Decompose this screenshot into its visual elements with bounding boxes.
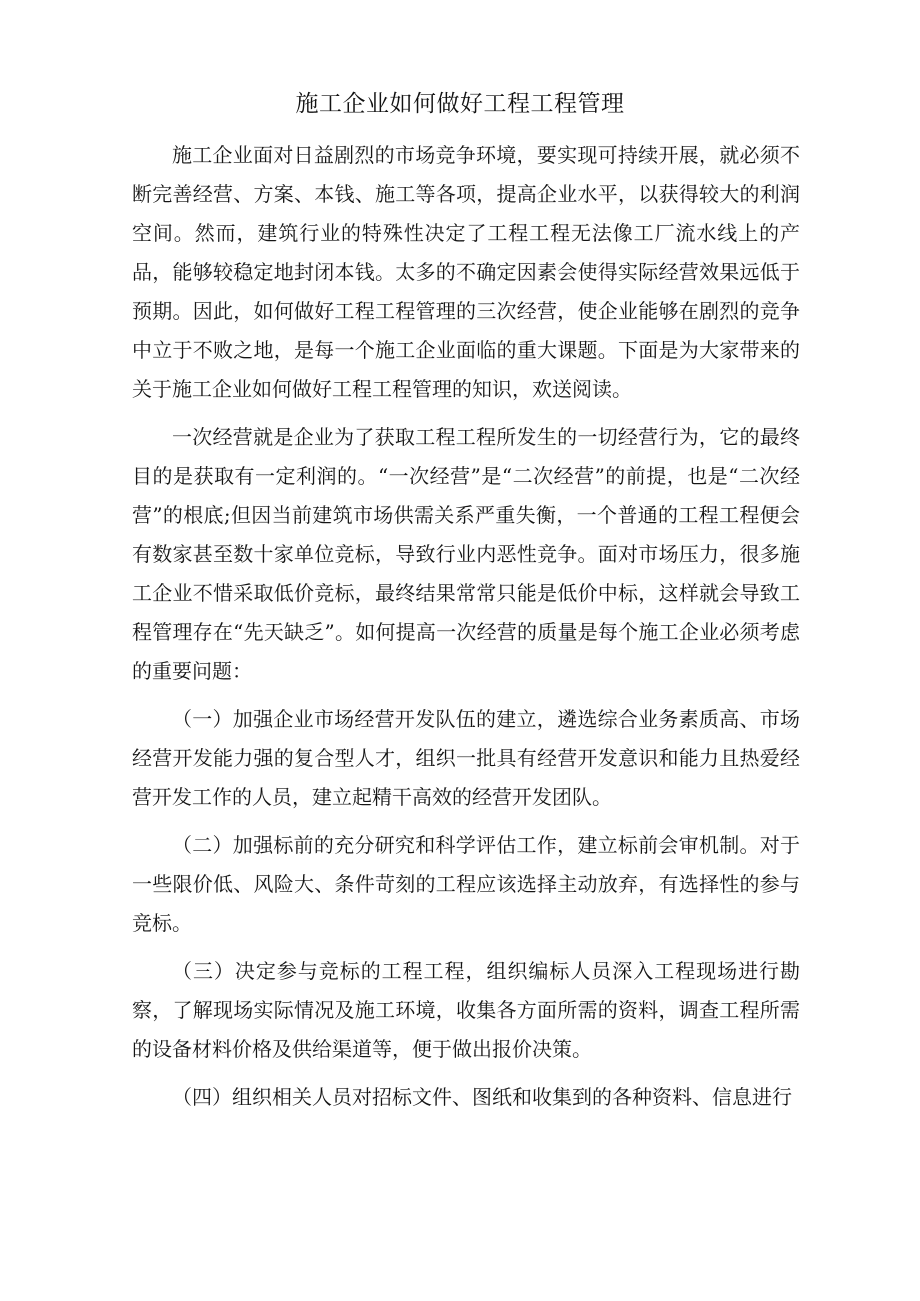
paragraph-intro: 施工企业面对日益剧烈的市场竞争环境，要实现可持续开展，就必须不断完善经营、方案、本钱、施工等各项，提高企业水平，以获得较大的利润空间。然而，建筑行业的特殊性决定了工程工程无法像工厂流水线上的产品，能够较稳定地封闭本钱。太多的不确定因素会使得实际经营效果远低于预期。因此，如何做好工程工程管理的三次经营，使企业能够在剧烈的竞争中立于不败之地，是每一个施工企业面临的重大课题。下面是为大家带来的关于施工企业如何做好工程工程管理的知识，欢送阅读。	[132, 143, 800, 401]
paragraph-first-operation: 一次经营就是企业为了获取工程工程所发生的一切经营行为，它的最终目的是获取有一定利润的。“一次经营”是“二次经营”的前提，也是“二次经营”的根底;但因当前建筑市场供需关系严重失衡，一个普通的工程工程便会有数家甚至数十家单位竞标，导致行业内恶性竞争。面对市场压力，很多施工企业不惜采取低价竞标，最终结果常常只能是低价中标，这样就会导致工程管理存在“先天缺乏”。如何提高一次经营的质量是每个施工企业必须考虑的重要问题：	[132, 425, 800, 683]
paragraph-item-2: （二）加强标前的充分研究和科学评估工作，建立标前会审机制。对于一些限价低、风险大、条件苛刻的工程应该选择主动放弃，有选择性的参与竞标。	[132, 833, 800, 935]
paragraph-item-1: （一）加强企业市场经营开发队伍的建立，遴选综合业务素质高、市场经营开发能力强的复合型人才，组织一批具有经营开发意识和能力且热爱经营开发工作的人员，建立起精干高效的经营开发团队。	[132, 707, 800, 809]
document-title: 施工企业如何做好工程工程管理	[295, 91, 625, 117]
paragraph-item-4: （四）组织相关人员对招标文件、图纸和收集到的各种资料、信息进行	[172, 1085, 792, 1109]
document-body	[132, 136, 800, 1117]
paragraph-item-3: （三）决定参与竞标的工程工程，组织编标人员深入工程现场进行勘察，了解现场实际情况及施工环境，收集各方面所需的资料，调查工程所需的设备材料价格及供给渠道等，便于做出报价决策。	[132, 959, 800, 1061]
